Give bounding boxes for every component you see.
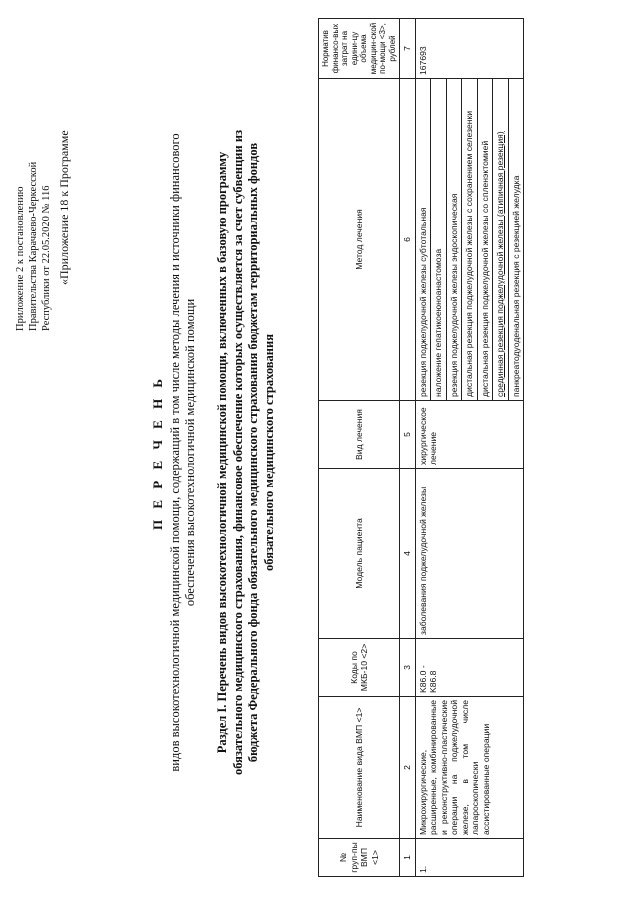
table-column-numbers	[400, 19, 416, 877]
column-number: 3	[400, 639, 416, 697]
header-treatment-method: Метод лечения	[319, 79, 400, 401]
column-number: 1	[400, 839, 416, 877]
subtitle-line: обеспечения высокотехнологичной медицинской помощи	[183, 298, 197, 607]
section-line: Раздел I. Перечень видов высокотехнологичной медицинской помощи, включенных в базовую программу	[215, 151, 229, 754]
method-item: резекция поджелудочной железы эндоскопическая	[447, 79, 463, 400]
header-icd-codes: Коды по МКБ-10 <2>	[319, 639, 400, 697]
column-number: 6	[400, 79, 416, 401]
group-number-cell: 1.	[415, 839, 524, 877]
document-title: П Е Р Е Ч Е Н Ь	[150, 374, 165, 531]
section-line: обязательного медицинского страхования	[261, 334, 276, 571]
approval-header	[14, 21, 53, 331]
method-item: дистальная резекция поджелудочной железы со спленэктомией	[478, 79, 494, 400]
table-header-row	[319, 19, 400, 877]
patient-model-cell: заболевания поджелудочной железы	[415, 469, 524, 639]
section-heading	[215, 30, 277, 875]
column-number: 4	[400, 469, 416, 639]
subtitle-line: видов высокотехнологичной медицинской помощи, содержащий в том числе методы лечения и источники финансового	[168, 133, 182, 772]
column-number: 5	[400, 401, 416, 469]
appendix-label: «Приложение 18 к Программе	[57, 130, 71, 285]
method-item: срединная резекция поджелудочной железы (атипичная резекция)	[493, 79, 509, 400]
method-item: наложение гепатикоеюноанастомоза	[431, 79, 447, 400]
table-row	[415, 19, 524, 877]
document-subtitle	[168, 40, 198, 865]
method-item: панкреатодуоденальная резекция с резекцией желудка	[510, 175, 521, 397]
icd-codes-cell: K86.0 - K86.8	[415, 639, 524, 697]
method-item: резекция поджелудочной железы субтотальная	[416, 79, 432, 400]
approval-line: Правительства Карачаево-Черкесской	[28, 161, 39, 331]
column-number: 2	[400, 697, 416, 839]
header-treatment-type: Вид лечения	[319, 401, 400, 469]
vmp-name-cell: Микрохирургические, расширенные, комбинированные и реконструктивно-пластические операции на поджелудочной железе, в том числе лапароскопически ассистированные операции	[415, 697, 524, 839]
method-item: дистальная резекция поджелудочной железы с сохранением селезенки	[462, 79, 478, 400]
column-number: 7	[400, 19, 416, 79]
header-vmp-name: Наименование вида ВМП <1>	[319, 697, 400, 839]
header-patient-model: Модель пациента	[319, 469, 400, 639]
section-line: бюджета Федерального фонда обязательного медицинского страхования бюджетам территориальных фондов	[246, 142, 260, 763]
section-line: обязательного медицинского страхования, финансовое обеспечение которых осуществляется за счет субвенции из	[230, 129, 245, 776]
vmp-table	[318, 18, 524, 877]
header-group-number: № груп-пы ВМП <1>	[319, 839, 400, 877]
approval-line: Республики от 22.05.2020 № 116	[41, 185, 52, 331]
treatment-type-cell: хирургическое лечение	[415, 401, 524, 469]
header-cost-standard: Норматив финансо-вых затрат на едини-цу объема медицин-ской по-мощи <3>, рублей	[319, 19, 400, 79]
treatment-methods-cell	[415, 79, 524, 401]
approval-line: Приложение 2 к постановлению	[15, 186, 26, 331]
cost-standard-cell: 167693	[415, 19, 524, 79]
